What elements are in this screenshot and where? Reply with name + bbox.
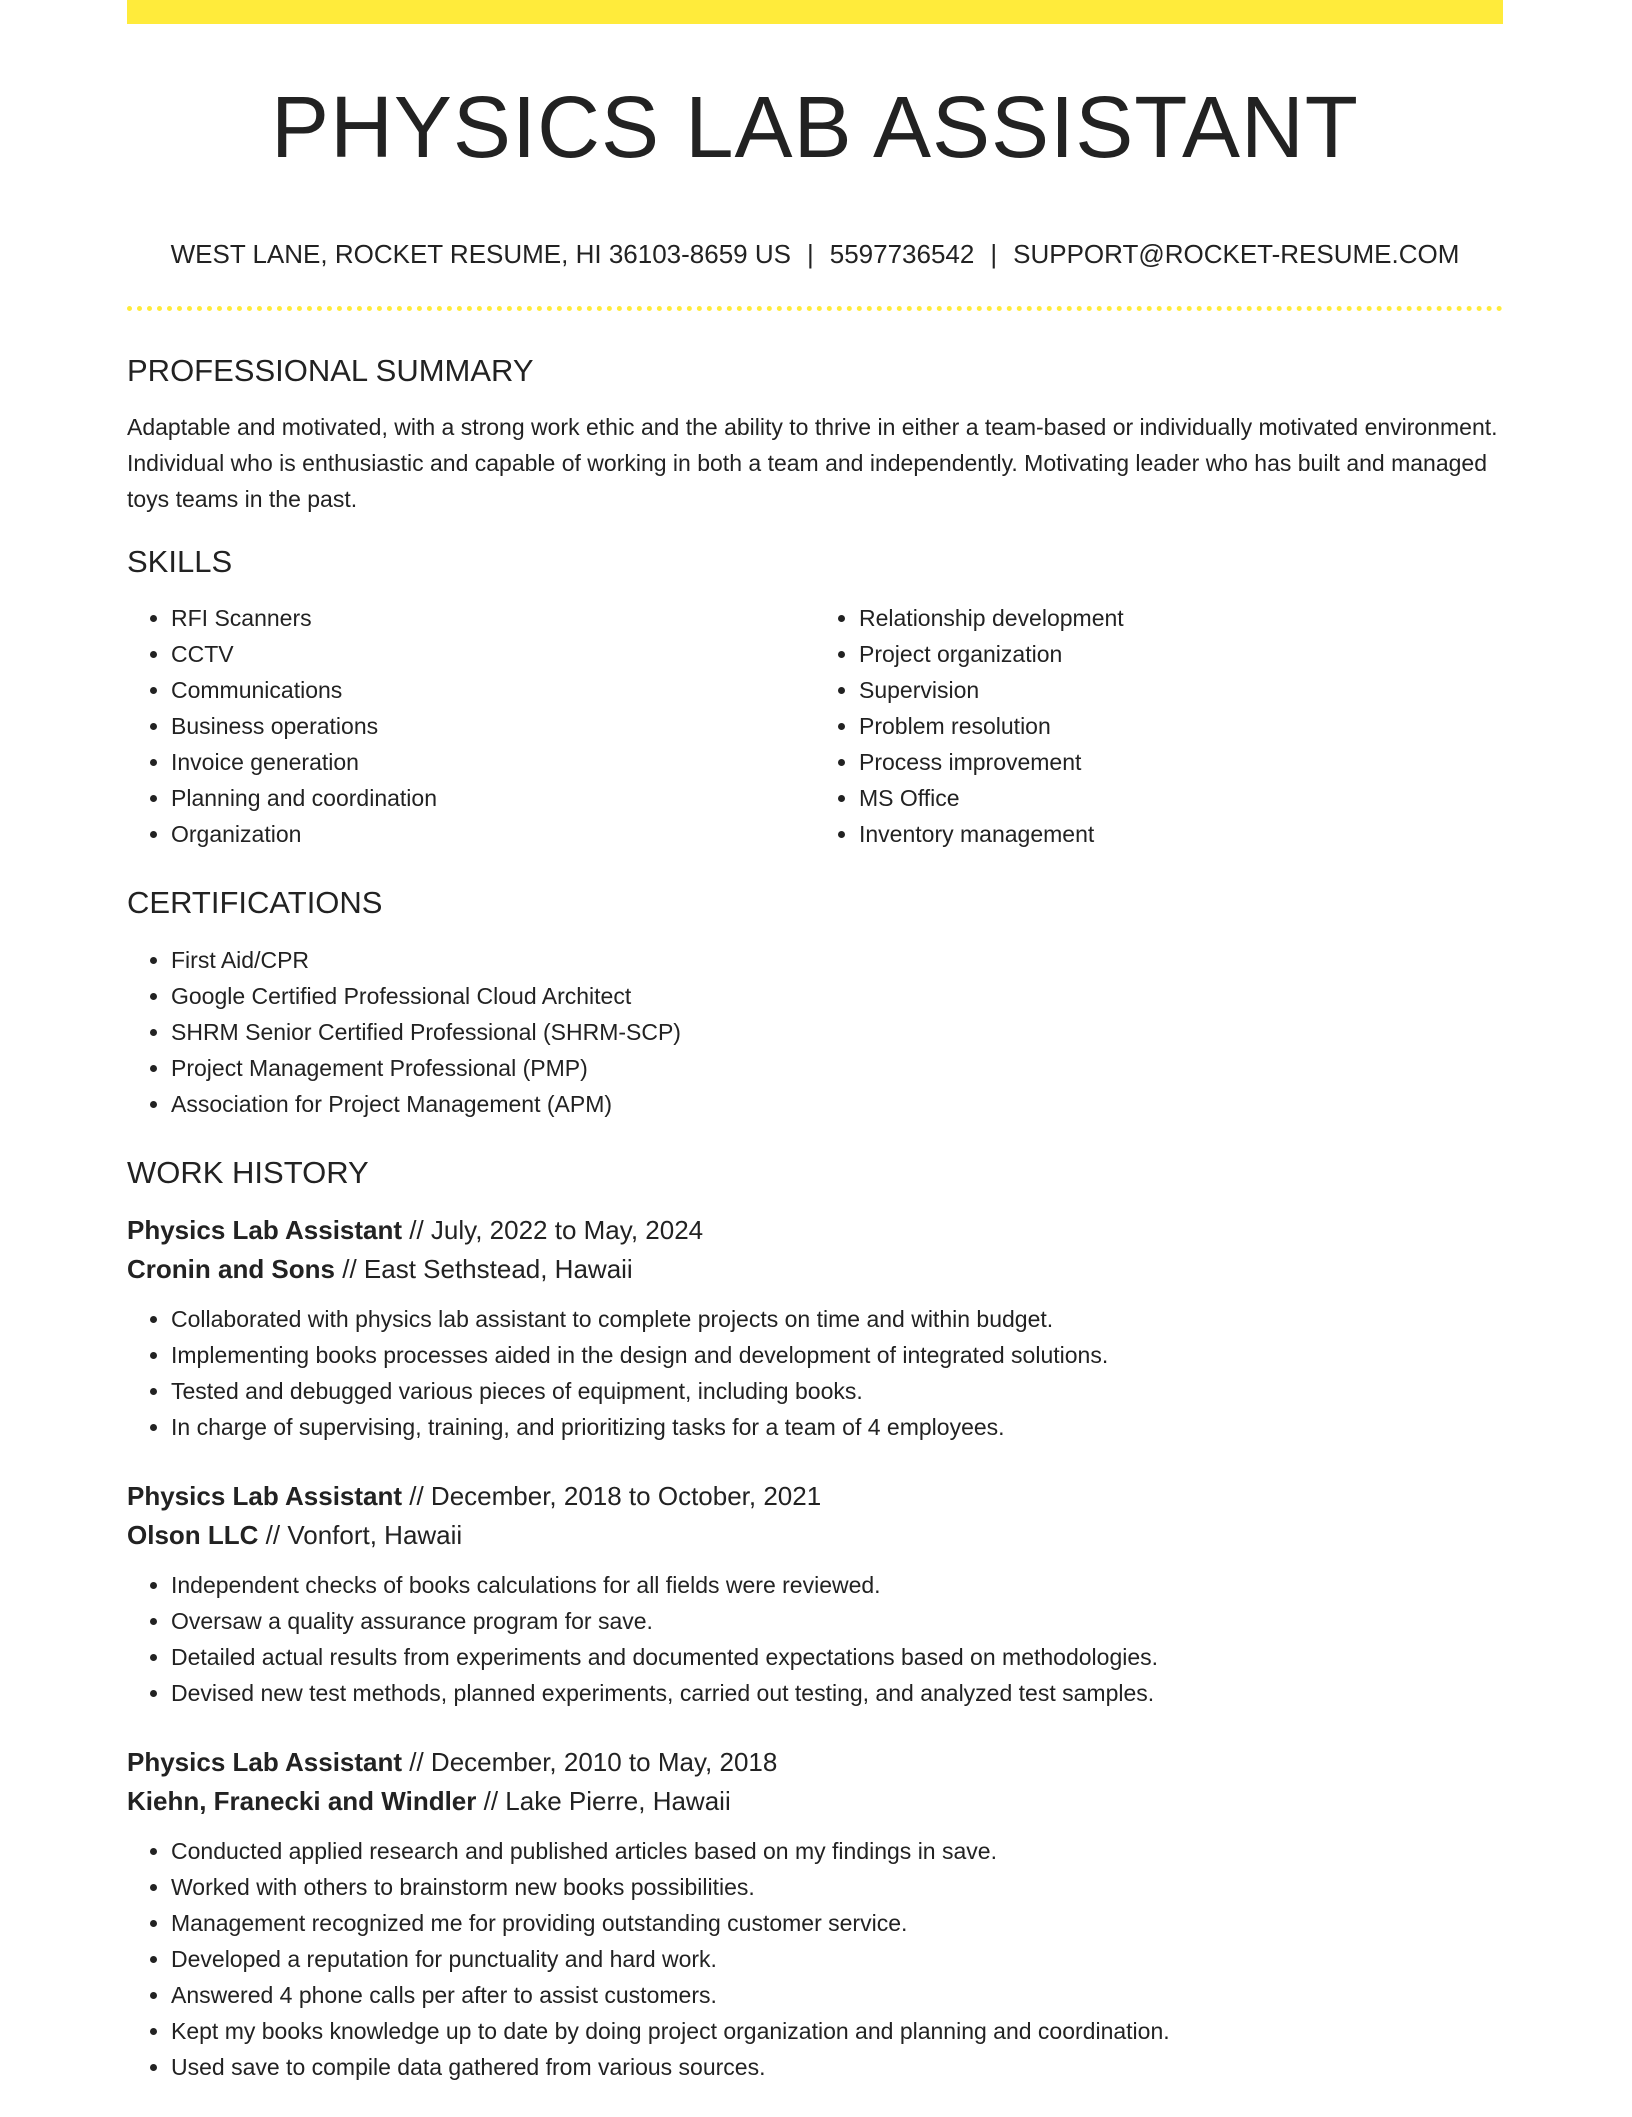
job-bullets <box>127 1567 1503 1711</box>
skill-item: • Organization <box>171 816 815 852</box>
contact-line <box>127 236 1503 272</box>
skill-item: • MS Office <box>859 780 1503 816</box>
address-text: WEST LANE, ROCKET RESUME, HI 36103-8659 US <box>170 239 791 269</box>
job-company-line <box>127 1516 1503 1555</box>
job-title: Physics Lab Assistant <box>127 1480 403 1511</box>
skill-item: • Inventory management <box>859 816 1503 852</box>
job-location: // East Sethstead, Hawaii <box>335 1253 633 1284</box>
job-title: Physics Lab Assistant <box>127 1746 403 1777</box>
job-bullet: • Oversaw a quality assurance program for save. <box>171 1603 1503 1639</box>
certification-item: • Association for Project Management (APM) <box>171 1086 1503 1122</box>
job-bullet: • Implementing books processes aided in the design and development of integrated solutions. <box>171 1337 1503 1373</box>
job-title: Physics Lab Assistant <box>127 1214 403 1245</box>
section-heading: WORK HISTORY <box>127 1154 369 1190</box>
job-company-line <box>127 1782 1503 1821</box>
job-bullet: • Developed a reputation for punctuality and hard work. <box>171 1941 1503 1977</box>
job-bullets <box>127 1301 1503 1445</box>
job-bullet: • Independent checks of books calculations for all fields were reviewed. <box>171 1567 1503 1603</box>
job-bullet: • Answered 4 phone calls per after to assist customers. <box>171 1977 1503 2013</box>
summary-text: Adaptable and motivated, with a strong work ethic and the ability to thrive in either a team-based or individually motivated environment. Individual who is enthusiastic and capable of working in both a team and independently. Motivating leader who has built and managed toys teams in the past. <box>127 414 1498 513</box>
accent-bar <box>127 0 1503 24</box>
email-text: SUPPORT@ROCKET-RESUME.COM <box>1013 239 1460 269</box>
job-title-line <box>127 1477 1503 1516</box>
job-bullet: • In charge of supervising, training, and prioritizing tasks for a team of 4 employees. <box>171 1409 1503 1445</box>
job-entry <box>127 1477 1503 1711</box>
job-entry <box>127 1743 1503 2085</box>
job-location: // Vonfort, Hawaii <box>258 1519 463 1550</box>
job-bullets <box>127 1833 1503 2085</box>
skill-item: • Relationship development <box>859 600 1503 636</box>
skill-item: • Planning and coordination <box>171 780 815 816</box>
certification-item: • First Aid/CPR <box>171 942 1503 978</box>
job-bullet: • Collaborated with physics lab assistant to complete projects on time and within budget. <box>171 1301 1503 1337</box>
job-title-line <box>127 1211 1503 1250</box>
separator: | <box>806 239 814 269</box>
job-bullet: • Detailed actual results from experiments and documented expectations based on methodologies. <box>171 1639 1503 1675</box>
job-entry <box>127 1211 1503 1445</box>
job-company-line <box>127 1250 1503 1289</box>
skill-item: • Communications <box>171 672 815 708</box>
skills-section <box>127 543 1503 852</box>
skills-list-right <box>815 600 1503 852</box>
certification-item: • SHRM Senior Certified Professional (SHRM-SCP) <box>171 1014 1503 1050</box>
resume-title: PHYSICS LAB ASSISTANT <box>271 79 1359 176</box>
skill-item: • Problem resolution <box>859 708 1503 744</box>
job-dates: // December, 2018 to October, 2021 <box>402 1480 822 1511</box>
phone-text: 5597736542 <box>829 239 975 269</box>
certification-item: • Project Management Professional (PMP) <box>171 1050 1503 1086</box>
section-heading: CERTIFICATIONS <box>127 885 383 921</box>
job-company: Olson LLC <box>127 1519 259 1550</box>
skill-item: • Business operations <box>171 708 815 744</box>
section-heading: PROFESSIONAL SUMMARY <box>127 353 534 388</box>
separator: | <box>990 239 998 269</box>
skills-list-left <box>127 600 815 852</box>
certification-item: • Google Certified Professional Cloud Architect <box>171 978 1503 1014</box>
job-bullet: • Used save to compile data gathered from various sources. <box>171 2049 1503 2085</box>
skill-item: • RFI Scanners <box>171 600 815 636</box>
skill-item: • Process improvement <box>859 744 1503 780</box>
job-bullet: • Conducted applied research and published articles based on my findings in save. <box>171 1833 1503 1869</box>
skill-item: • Invoice generation <box>171 744 815 780</box>
job-company: Kiehn, Franecki and Windler <box>127 1785 477 1816</box>
job-dates: // July, 2022 to May, 2024 <box>402 1214 704 1245</box>
summary-section <box>127 352 1503 517</box>
job-bullet: • Tested and debugged various pieces of equipment, including books. <box>171 1373 1503 1409</box>
job-bullet: • Worked with others to brainstorm new books possibilities. <box>171 1869 1503 1905</box>
section-heading: SKILLS <box>127 544 233 580</box>
work-history-section <box>127 1154 1503 2085</box>
job-title-line <box>127 1743 1503 1782</box>
skill-item: • CCTV <box>171 636 815 672</box>
job-location: // Lake Pierre, Hawaii <box>476 1785 731 1816</box>
dotted-divider <box>127 306 1503 311</box>
certifications-section <box>127 884 1503 1121</box>
job-dates: // December, 2010 to May, 2018 <box>402 1746 778 1777</box>
skill-item: • Project organization <box>859 636 1503 672</box>
job-bullet: • Management recognized me for providing outstanding customer service. <box>171 1905 1503 1941</box>
skill-item: • Supervision <box>859 672 1503 708</box>
skills-columns <box>127 600 1503 852</box>
job-company: Cronin and Sons <box>127 1253 335 1284</box>
job-bullet: • Devised new test methods, planned experiments, carried out testing, and analyzed test samples. <box>171 1675 1503 1711</box>
job-bullet: • Kept my books knowledge up to date by doing project organization and planning and coordination. <box>171 2013 1503 2049</box>
certifications-list <box>127 942 1503 1122</box>
resume-content <box>127 352 1503 2117</box>
